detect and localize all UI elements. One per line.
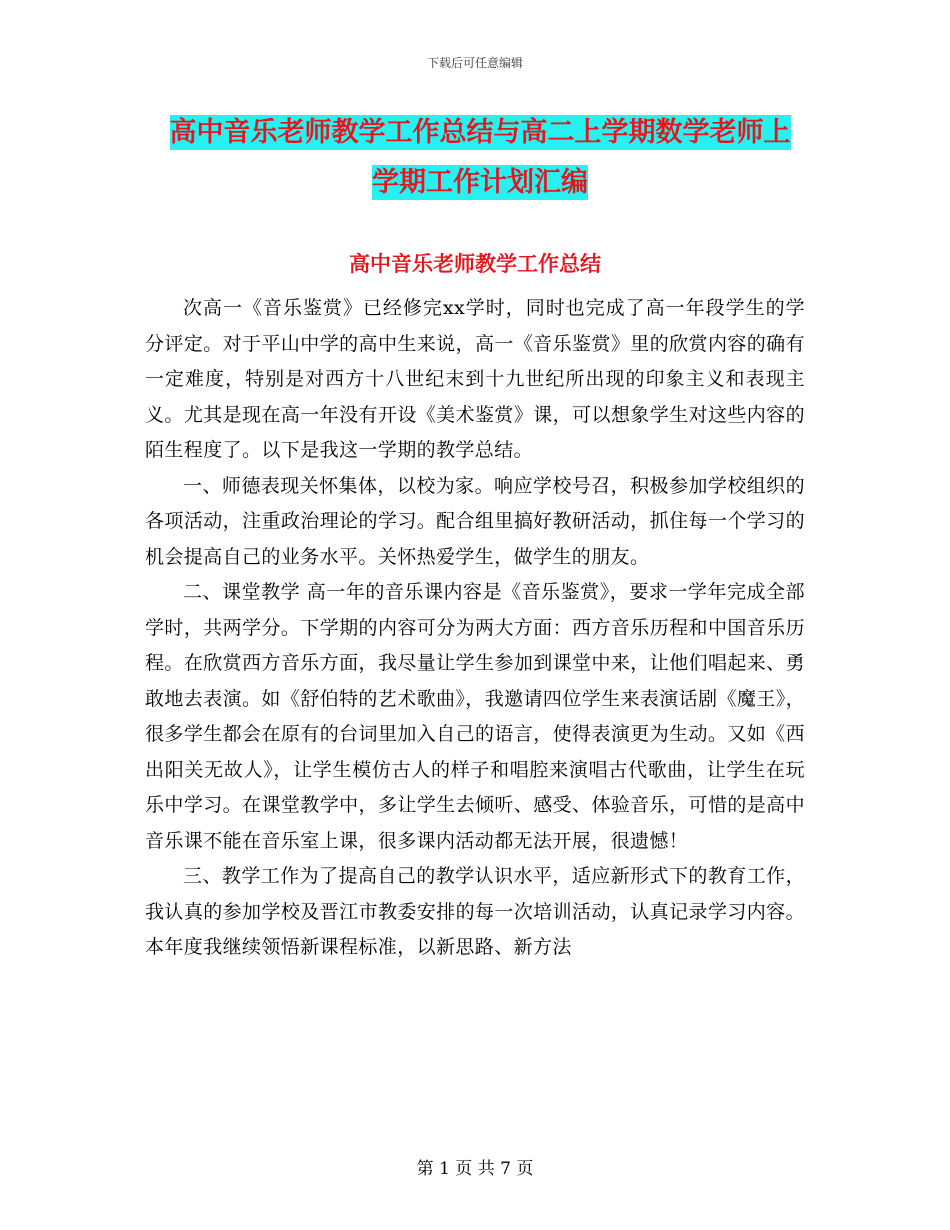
page-footer: 第 1 页 共 7 页 xyxy=(416,1159,534,1179)
paragraph: 三、教学工作为了提高自己的教学认识水平，适应新形式下的教育工作，我认真的参加学校及晋江市教委安排的每一次培训活动，认真记录学习内容。本年度我继续领悟新课程标准，以新思路、新方法 xyxy=(145,865,805,958)
title-line-2: 学期工作计划汇编 xyxy=(372,167,588,198)
paragraph: 一、师德表现关怀集体，以校为家。响应学校号召，积极参加学校组织的各项活动，注重政治理论的学习。配合组里搞好教研活动，抓住每一个学习的机会提高自己的业务水平。关怀热爱学生，做学生的朋友。 xyxy=(145,474,805,568)
paragraph: 二、课堂教学 高一年的音乐课内容是《音乐鉴赏》，要求一学年完成全部学时，共两学分。下学期的内容可分为两大方面：西方音乐历程和中国音乐历程。在欣赏西方音乐方面，我尽量让学生参加到课堂中来，让他们唱起来、勇敢地去表演。如《舒伯特的艺术歌曲》，我邀请四位学生来表演话剧《魔王》，很多学生都会在原有的台词里加入自己的语言，使得表演更为生动。又如《西出阳关无故人》，让学生模仿古人的样子和唱腔来演唱古代歌曲，让学生在玩乐中学习。在课堂教学中，多让学生去倾听、感受、体验音乐，可惜的是高中音乐课不能在音乐室上课，很多课内活动都无法开展，很遗憾！ xyxy=(145,581,806,852)
body-text xyxy=(145,291,805,966)
section-title: 高中音乐老师教学工作总结 xyxy=(349,251,601,276)
document-title xyxy=(140,108,820,208)
header-note: 下载后可任意编辑 xyxy=(426,56,523,70)
paragraph: 次高一《音乐鉴赏》已经修完xx学时，同时也完成了高一年段学生的学分评定。对于平山中学的高中生来说，高一《音乐鉴赏》里的欣赏内容的确有一定难度，特别是对西方十八世纪末到十九世纪所出现的印象主义和表现主义。尤其是现在高一年没有开设《美术鉴赏》课，可以想象学生对这些内容的陌生程度了。以下是我这一学期的教学总结。 xyxy=(145,297,805,461)
title-line-1: 高中音乐老师教学工作总结与高二上学期数学老师上 xyxy=(169,117,791,148)
